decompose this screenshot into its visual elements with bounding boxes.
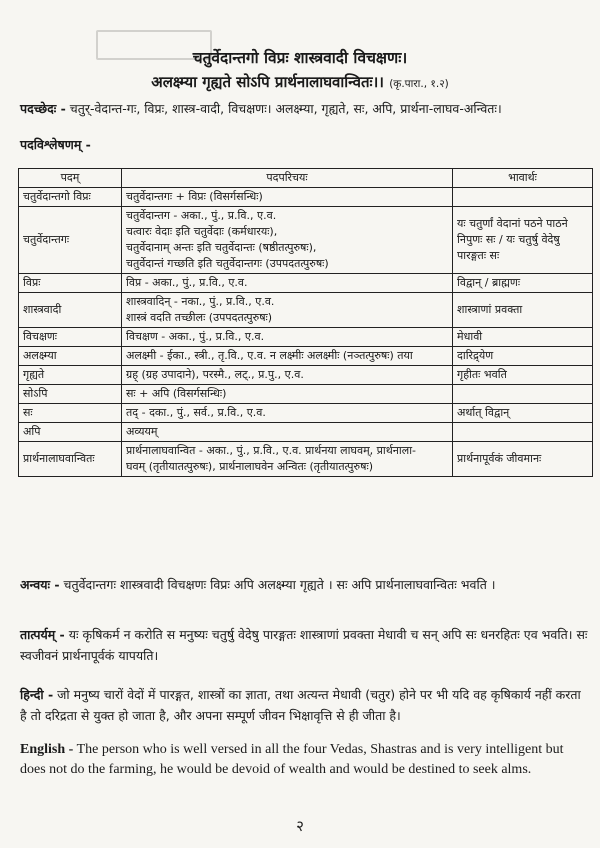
parichaya-line: तद् - दका., पुं., सर्व., प्र.वि., ए.व. bbox=[126, 406, 266, 419]
parichaya-line: अलक्ष्मी - ईका., स्त्री., तृ.वि., ए.व. न लक्ष्मीः अलक्ष्मीः (नञ्तत्पुरुषः) तया bbox=[126, 349, 413, 362]
cell-bhavartha: अर्थात् विद्वान् bbox=[453, 404, 593, 423]
english-text: The person who is well versed in all the four Vedas, Shastras and is very intelligent but does not do the farming, he would be devoid of wealth and would be destined to seek alms. bbox=[20, 742, 564, 777]
table-header-row bbox=[19, 169, 593, 188]
anvaya-label: अन्वयः - bbox=[20, 577, 60, 592]
cell-padam: सोऽपि bbox=[19, 385, 122, 404]
cell-padam: चतुर्वेदान्तगः bbox=[19, 207, 122, 274]
padaccheda-label: पदच्छेदः - bbox=[20, 101, 66, 116]
table-row bbox=[19, 207, 593, 274]
cell-padam: शास्त्रवादी bbox=[19, 293, 122, 328]
parichaya-line: प्रार्थनालाघवान्वित - अका., पुं., प्र.वि., ए.व. प्रार्थनया लाघवम्, प्रार्थनाला- bbox=[126, 444, 417, 457]
cell-parichaya bbox=[122, 423, 453, 442]
hindi-text: जो मनुष्य चारों वेदों में पारङ्गत, शास्त्रों का ज्ञाता, तथा अत्यन्त मेधावी (चतुर) होने पर भी यदि वह कृषिकार्य नहीं करता है तो दरिद्रता से युक्त हो जाता है, और अपना सम्पूर्ण जीवन भिक्षावृत्ति से ही जीता है। bbox=[20, 687, 581, 723]
tatparya-section bbox=[20, 624, 590, 666]
cell-parichaya bbox=[122, 385, 453, 404]
parichaya-line: चत्वारः वेदाः इति चतुर्वेदाः (कर्मधारयः), bbox=[126, 225, 278, 238]
cell-bhavartha: शास्त्राणां प्रवक्ता bbox=[453, 293, 593, 328]
padaccheda-section bbox=[20, 98, 588, 119]
cell-padam: चतुर्वेदान्तगो विप्रः bbox=[19, 188, 122, 207]
padavishleshanam-label: पदविश्लेषणम् - bbox=[20, 137, 91, 152]
header-padaparichaya: पदपरिचयः bbox=[122, 169, 453, 188]
parichaya-line: अव्ययम् bbox=[126, 425, 158, 438]
table-row bbox=[19, 366, 593, 385]
table-row bbox=[19, 188, 593, 207]
parichaya-line: शास्त्रं वदति तच्छीलः (उपपदतत्पुरुषः) bbox=[126, 311, 273, 324]
cell-bhavartha: मेधावी bbox=[453, 328, 593, 347]
cell-parichaya bbox=[122, 274, 453, 293]
english-label: English - bbox=[20, 742, 74, 757]
table-row bbox=[19, 293, 593, 328]
parichaya-line: चतुर्वेदान्तं गच्छति इति चतुर्वेदान्तगः (उपपदतत्पुरुषः) bbox=[126, 257, 329, 270]
cell-bhavartha: यः चतुर्णां वेदानां पठने पाठने निपुणः सः / यः चतुर्षु वेदेषु पारङ्गतः सः bbox=[453, 207, 593, 274]
cell-parichaya bbox=[122, 188, 453, 207]
table-row bbox=[19, 328, 593, 347]
cell-bhavartha: दारिद्र्येण bbox=[453, 347, 593, 366]
cell-padam: प्रार्थनालाघवान्वितः bbox=[19, 442, 122, 477]
cell-bhavartha bbox=[453, 188, 593, 207]
verse-reference: (कृ.पारा., १.२) bbox=[389, 78, 449, 90]
parichaya-line: चतुर्वेदानाम् अन्तः इति चतुर्वेदान्तः (षष्ठीतत्पुरुषः), bbox=[126, 241, 317, 254]
cell-parichaya bbox=[122, 366, 453, 385]
header-bhavartha: भावार्थः bbox=[453, 169, 593, 188]
cell-bhavartha: विद्वान् / ब्राह्मणः bbox=[453, 274, 593, 293]
cell-parichaya bbox=[122, 347, 453, 366]
cell-parichaya bbox=[122, 207, 453, 274]
padaccheda-text: चतुर्-वेदान्त-गः, विप्रः, शास्त्र-वादी, विचक्षणः। अलक्ष्म्या, गृह्यते, सः, अपि, प्रार्थना-लाघव-अन्वितः। bbox=[69, 101, 502, 116]
padavishleshanam-heading bbox=[20, 134, 588, 155]
cell-parichaya bbox=[122, 293, 453, 328]
cell-bhavartha: गृहीतः भवति bbox=[453, 366, 593, 385]
cell-parichaya bbox=[122, 404, 453, 423]
anvaya-section bbox=[20, 574, 590, 595]
table-row bbox=[19, 347, 593, 366]
anvaya-text: चतुर्वेदान्तगः शास्त्रवादी विचक्षणः विप्रः अपि अलक्ष्म्या गृह्यते । सः अपि प्रार्थनालाघवान्वितः भवति । bbox=[63, 577, 496, 592]
hindi-section bbox=[20, 684, 590, 726]
analysis-table bbox=[18, 168, 593, 477]
table-row bbox=[19, 442, 593, 477]
cell-padam: अपि bbox=[19, 423, 122, 442]
cell-padam: अलक्ष्म्या bbox=[19, 347, 122, 366]
table-row bbox=[19, 274, 593, 293]
page-number: २ bbox=[296, 817, 304, 835]
cell-parichaya bbox=[122, 442, 453, 477]
parichaya-line: चतुर्वेदान्तग - अका., पुं., प्र.वि., ए.व. bbox=[126, 209, 277, 222]
english-section bbox=[20, 740, 590, 780]
parichaya-line: घवम् (तृतीयातत्पुरुषः), प्रार्थनालाघवेन अन्वितः (तृतीयातत्पुरुषः) bbox=[126, 460, 373, 473]
parichaya-line: शास्त्रवादिन् - नका., पुं., प्र.वि., ए.व. bbox=[126, 295, 275, 308]
parichaya-line: सः + अपि (विसर्गसन्धिः) bbox=[126, 387, 227, 400]
cell-padam: विप्रः bbox=[19, 274, 122, 293]
cell-bhavartha bbox=[453, 385, 593, 404]
parichaya-line: ग्रह् (ग्रह उपादाने), परस्मै., लट्., प्र.पु., ए.व. bbox=[126, 368, 304, 381]
cell-parichaya bbox=[122, 328, 453, 347]
cell-bhavartha bbox=[453, 423, 593, 442]
cell-padam: विचक्षणः bbox=[19, 328, 122, 347]
header-padam: पदम् bbox=[19, 169, 122, 188]
parichaya-line: विप्र - अका., पुं., प्र.वि., ए.व. bbox=[126, 276, 248, 289]
table-row bbox=[19, 404, 593, 423]
tatparya-label: तात्पर्यम् - bbox=[20, 627, 65, 642]
cell-bhavartha: प्रार्थनापूर्वकं जीवमानः bbox=[453, 442, 593, 477]
cell-padam: गृह्यते bbox=[19, 366, 122, 385]
table-row bbox=[19, 423, 593, 442]
cell-padam: सः bbox=[19, 404, 122, 423]
verse-line-2-text: अलक्ष्म्या गृह्यते सोऽपि प्रार्थनालाघवान्वितः।। bbox=[151, 73, 384, 91]
table-row bbox=[19, 385, 593, 404]
tatparya-text: यः कृषिकर्म न करोति स मनुष्यः चतुर्षु वेदेषु पारङ्गतः शास्त्राणां प्रवक्ता मेधावी च सन् अपि सः धनरहितः एव भवति। सः स्वजीवनं प्रार्थनापूर्वकं यापयति। bbox=[20, 627, 588, 663]
verse-line-1: चतुर्वेदान्तगो विप्रः शास्त्रवादी विचक्षणः। bbox=[192, 49, 408, 67]
parichaya-line: चतुर्वेदान्तगः + विप्रः (विसर्गसन्धिः) bbox=[126, 190, 263, 203]
verse-line-2 bbox=[0, 72, 600, 92]
parichaya-line: विचक्षण - अका., पुं., प्र.वि., ए.व. bbox=[126, 330, 265, 343]
hindi-label: हिन्दी - bbox=[20, 687, 54, 702]
